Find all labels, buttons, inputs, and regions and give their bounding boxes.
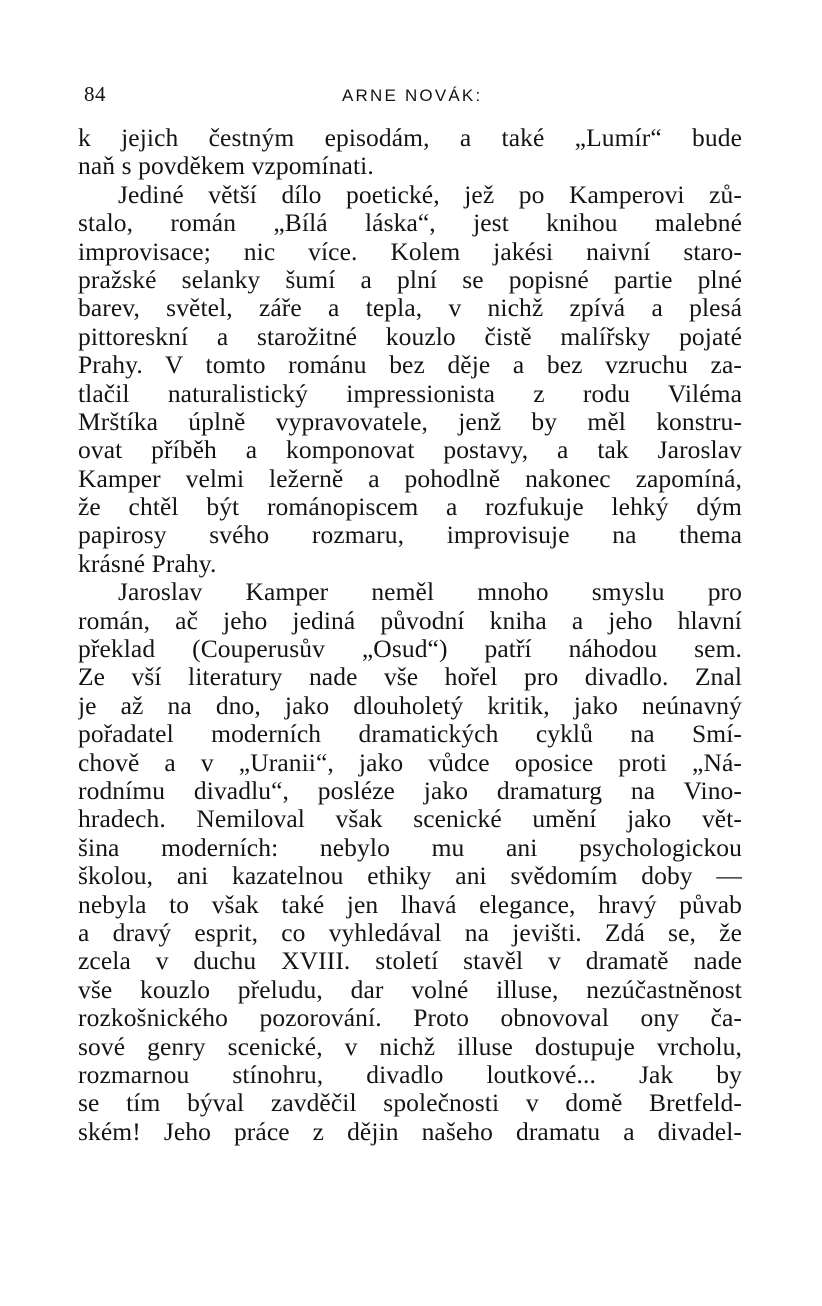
text-line: je až na dno, jako dlouholetý kritik, jako neúnavný [78,691,742,720]
text-line: zcela v duchu XVIII. století stavěl v dramatě nade [78,947,742,976]
text-line: školou, ani kazatelnou ethiky ani svědomím doby — [78,862,742,891]
text-line: Mrštíka úplně vypravovatele, jenž by měl konstru- [78,407,742,436]
text-line: pittoreskní a starožitné kouzlo čistě malířsky pojaté [78,322,742,351]
text-line: román, ač jeho jediná původní kniha a jeho hlavní [78,606,742,635]
paragraph [78,181,742,578]
body-text [78,124,742,1146]
text-line: šina moderních: nebylo mu ani psychologickou [78,833,742,862]
text-line: k jejich čestným episodám, a také „Lumír“ bude [78,124,742,152]
text-line: rodnímu divadlu“, posléze jako dramaturg na Vino- [78,776,742,805]
text-line: improvisace; nic více. Kolem jakési naivní staro- [78,237,742,266]
text-line: se tím býval zavděčil společnosti v domě Bretfeld- [78,1089,742,1118]
text-line: rozkošnického pozorování. Proto obnovoval ony ča- [78,1004,742,1033]
text-line: Ze vší literatury nade vše hořel pro divadlo. Znal [78,663,742,692]
text-line: papirosy svého rozmaru, improvisuje na thema [78,521,742,550]
page-number: 84 [84,82,106,106]
text-line: překlad (Couperusův „Osud“) patří náhodou sem. [78,635,742,664]
text-line: Jediné větší dílo poetické, jež po Kamperovi zů- [118,180,742,209]
text-line: barev, světel, záře a tepla, v nichž zpívá a plesá [78,294,742,323]
text-line: sové genry scenické, v nichž illuse dostupuje vrcholu, [78,1032,742,1061]
text-line: ovat příběh a komponovat postavy, a tak Jaroslav [78,436,742,465]
text-line: hradech. Nemiloval však scenické umění jako vět- [78,805,742,834]
text-line: pražské selanky šumí a plní se popisné partie plné [78,265,742,294]
paragraph [78,124,742,181]
page-header [84,82,734,112]
text-line: chově a v „Uranii“, jako vůdce oposice proti „Ná- [78,748,742,777]
text-line: Kamper velmi ležerně a pohodlně nakonec zapomíná, [78,464,742,493]
text-line: vše kouzlo přeludu, dar volné illuse, nezúčastněnost [78,975,742,1004]
text-line: rozmarnou stínohru, divadlo loutkové... Jak by [78,1060,742,1089]
text-line: pořadatel moderních dramatických cyklů na Smí- [78,720,742,749]
text-line: krásné Prahy. [78,549,217,578]
text-line: a dravý esprit, co vyhledával na jevišti. Zdá se, že [78,918,742,947]
text-line: že chtěl být románopiscem a rozfukuje lehký dým [78,493,742,522]
text-line: nebyla to však také jen lhavá elegance, hravý půvab [78,890,742,919]
text-line: Jaroslav Kamper neměl mnoho smyslu pro [118,578,742,607]
running-head: ARNE NOVÁK: [342,86,483,105]
text-line: naň s povděkem vzpomínati. [78,152,374,181]
text-line: Prahy. V tomto románu bez děje a bez vzruchu za- [78,351,742,380]
text-line: stalo, román „Bílá láska“, jest knihou malebné [78,209,742,238]
paragraph [78,578,742,1146]
text-line: tlačil naturalistický impressionista z rodu Viléma [78,379,742,408]
text-line: ském! Jeho práce z dějin našeho dramatu a divadel- [78,1117,742,1146]
